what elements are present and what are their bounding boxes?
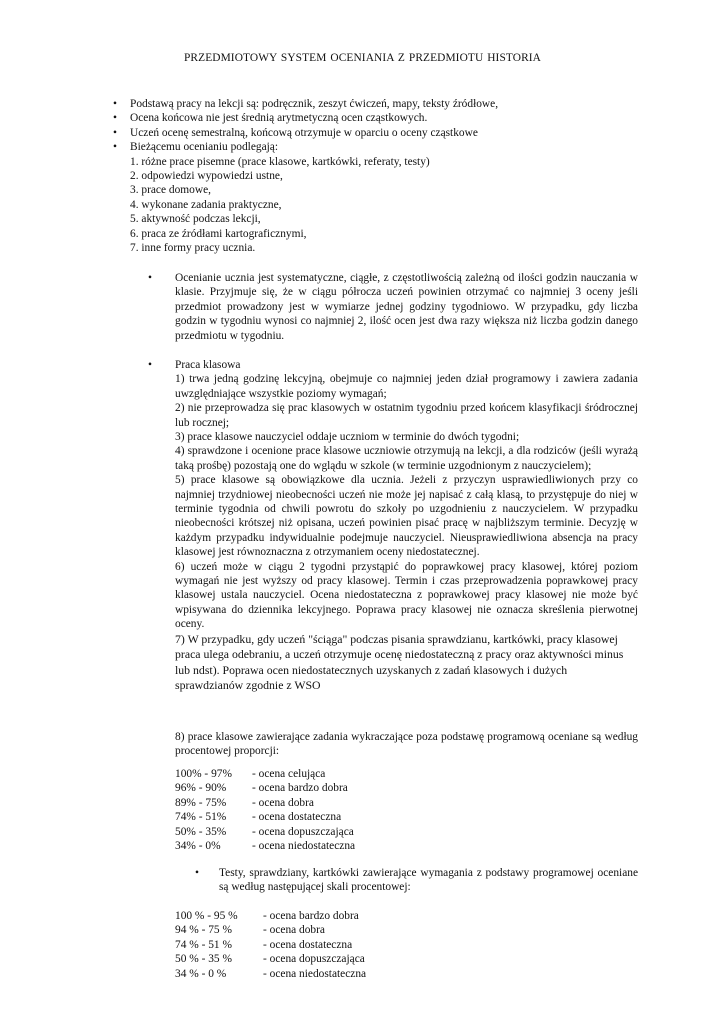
bullet-icon: • — [195, 867, 199, 879]
table-row: 50% - 35% - ocena dopuszczająca — [175, 825, 354, 838]
table-row: 100% - 97% - ocena celująca — [175, 768, 326, 780]
list-item: • Ocena końcowa nie jest średnią arytmetyczną ocen cząstkowych. — [108, 111, 628, 125]
systematic-paragraph: Ocenianie ucznia jest systematyczne, ciągłe, z częstotliwością zależną od ilości godzin nauczania w klasie. Przyjmuje się, że w ciągu półrocza uczeń powinien otrzymać co najmniej 3 oceny jeśli przedmiot prowadzony jest w wymiarze jednej godziny tygodniowo. W przypadku, gdy liczba godzin w tygodniu wynosi co najmniej 2, ilość ocen jest dwa razy większa niż liczba godzin danego przedmiotu w tygodniu. — [175, 272, 638, 342]
list-item: • Uczeń ocenę semestralną, końcową otrzymuje w oparciu o oceny cząstkowe — [108, 126, 628, 140]
table-row: 74 % - 51 % - ocena dostateczna — [175, 938, 353, 951]
rule-paragraph: 1) trwa jedną godzinę lekcyjną, obejmuje co najmniej jeden dział programowy i zawiera zadania uwzględniające wszystkie poziomy wymagań; — [175, 373, 638, 400]
table-row: 94 % - 75 % - ocena dobra — [175, 924, 325, 937]
assessed-item: 5. aktywność podczas lekcji, — [130, 213, 261, 226]
main-bullet-list — [108, 97, 628, 255]
table-row: 50 % - 35 % - ocena dopuszczająca — [175, 953, 365, 966]
table-row: 74% - 51% - ocena dostateczna — [175, 811, 342, 824]
bullet-icon: • — [148, 272, 152, 284]
table-row: 34% - 0% - ocena niedostateczna — [175, 839, 356, 852]
test-grade-scale-table — [175, 909, 495, 981]
assessed-item: 6. praca ze źródłami kartograficznymi, — [130, 227, 307, 240]
assessed-item: 2. odpowiedzi wypowiedzi ustne, — [130, 169, 283, 182]
bullet-icon: • — [113, 141, 117, 154]
assessed-item: 1. różne prace pisemne (prace klasowe, kartkówki, referaty, testy) — [130, 155, 430, 168]
assessed-item: 4. wykonane zadania praktyczne, — [130, 198, 282, 211]
rule-paragraph: 3) prace klasowe nauczyciel oddaje uczniom w terminie do dwóch tygodni; — [175, 431, 520, 444]
rule-paragraph: 4) sprawdzone i ocenione prace klasowe uczniowie otrzymują na lekcji, a dla rodziców (jeśli wyrażą taką prośbę) pozostają one do wglądu w szkole (w terminie uzgodnionym z nauczycielem); — [175, 445, 638, 472]
bullet-icon: • — [148, 359, 152, 371]
table-row: 89% - 75% - ocena dobra — [175, 796, 314, 809]
rule-paragraph: 8) prace klasowe zawierające zadania wykraczające poza podstawę programową oceniane są według procentowej proporcji: — [175, 731, 638, 758]
assessed-item: 3. prace domowe, — [130, 184, 211, 197]
page-title: PRZEDMIOTOWY SYSTEM OCENIANIA Z PRZEDMIOTU HISTORIA — [184, 52, 541, 64]
table-row: 34 % - 0 % - ocena niedostateczna — [175, 967, 367, 980]
grade-scale-table — [175, 767, 475, 853]
rule-paragraph: 7) W przypadku, gdy uczeń "ściąga" podczas pisania sprawdzianu, kartkówki, pracy klasowej praca ulega odebraniu, a uczeń otrzymuje ocenę niedostateczną z pracy oraz aktywności minus lub ndst). Poprawa ocen niedostatecznych uzyskanych z zadań klasowych i dużych sprawdzianów zgodnie z WSO — [175, 631, 624, 693]
bullet-icon: • — [113, 126, 117, 139]
rule-paragraph: 5) prace klasowe są obowiązkowe dla ucznia. Jeżeli z przyczyn usprawiedliwionych przy co najmniej trzydniowej nieobecności uczeń nie może jej napisać z całą klasą, to przystępuje do niej w terminie tygodnia od chwili powrotu do szkoły po uzgodnieniu z nauczycielem. W przypadku nieobecności krótszej niż opisana, uczeń powinien pisać pracę w najbliższym terminie. Decyzję w każdym przypadku indywidualnie podejmuje nauczyciel. Nieusprawiedliwiona absencja na pracy klasowej jest równoznaczna z otrzymaniem oceny niedostatecznej. — [175, 474, 638, 559]
list-item: • Bieżącemu ocenianiu podlegają: — [108, 140, 628, 154]
rule-paragraph: 2) nie przeprowadza się prac klasowych w ostatnim tygodniu przed końcem klasyfikacji śródrocznej lub rocznej; — [175, 402, 638, 429]
praca-klasowa-section — [175, 358, 638, 694]
section-heading: Praca klasowa — [175, 359, 241, 371]
list-item: • Podstawą pracy na lekcji są: podręcznik, zeszyt ćwiczeń, mapy, teksty źródłowe, — [108, 97, 628, 111]
bullet-icon: • — [113, 112, 117, 125]
table-row: 100 % - 95 % - ocena bardzo dobra — [175, 910, 359, 922]
assessed-item: 7. inne formy pracy ucznia. — [130, 241, 256, 254]
bullet-icon: • — [113, 98, 117, 110]
rule-paragraph: 6) uczeń może w ciągu 2 tygodni przystąpić do poprawkowej pracy klasowej, której poziom wymagań nie jest wyższy od pracy klasowej. Termin i czas przeprowadzenia poprawkowej pracy klasowej ustala nauczyciel. Ocena niedostateczna z poprawkowej pracy klasowej nie może być wpisywana do dziennika lekcyjnego. Poprawa pracy klasowej nie oznacza skreślenia pierwotnej oceny. — [175, 560, 638, 631]
table-row: 96% - 90% - ocena bardzo dobra — [175, 782, 348, 795]
tests-paragraph: Testy, sprawdziany, kartkówki zawierające wymagania z podstawy programowej oceniane są według następującej skali procentowej: — [219, 867, 638, 894]
